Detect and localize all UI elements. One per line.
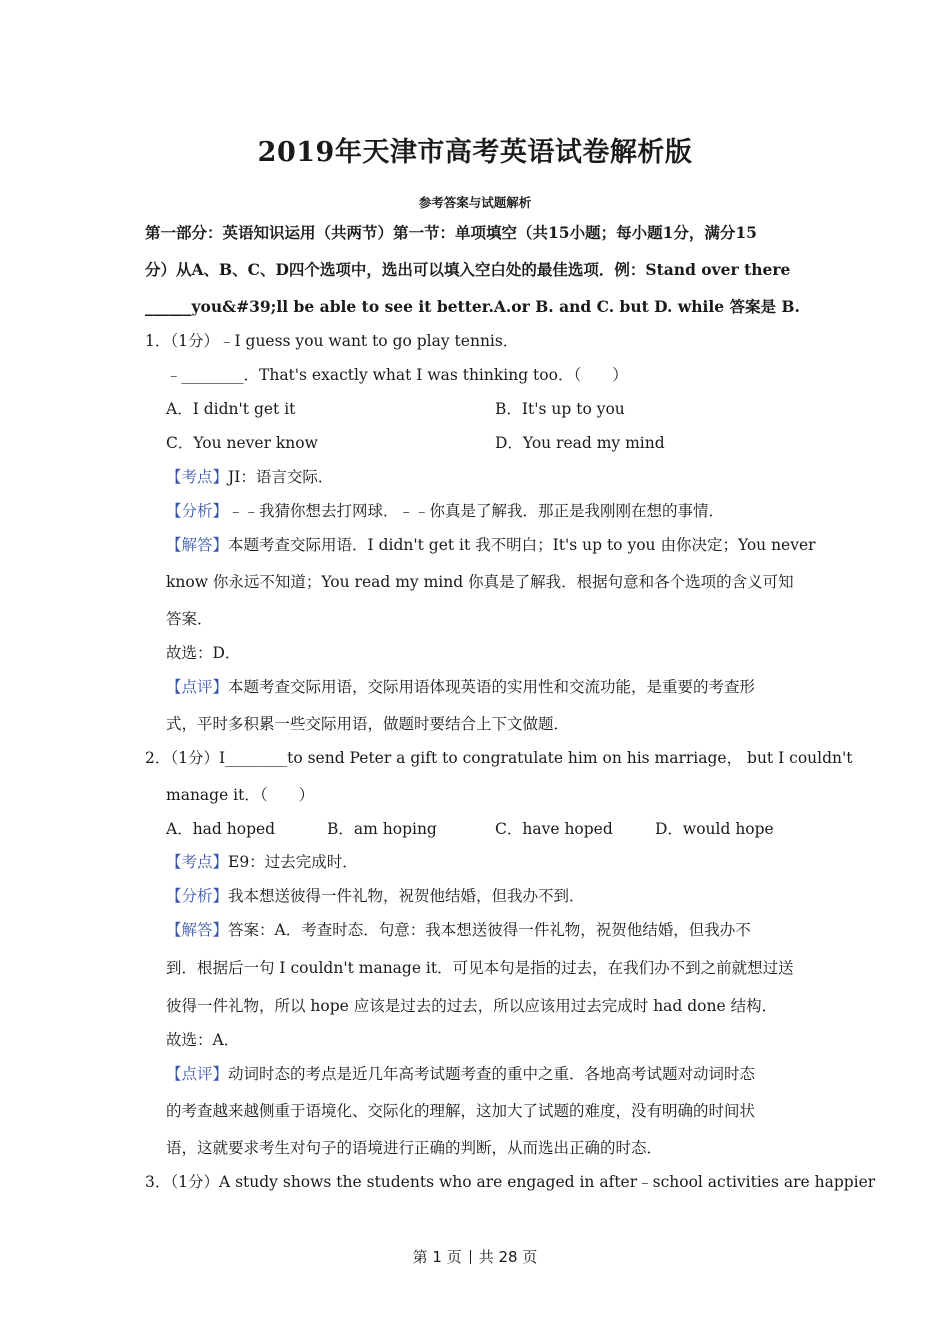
q2-jieda	[166, 920, 751, 940]
q1-answer: 故选：D．	[166, 644, 241, 662]
fenxi-tag: 【分析】	[166, 502, 229, 520]
q1-kaodian	[166, 467, 333, 487]
q2-option-b: B．am hoping	[327, 820, 437, 838]
section-intro-line-2: 分）从A、B、C、D四个选项中，选出可以填入空白处的最佳选项．例：Stand over there	[145, 260, 791, 279]
q2-option-d: D．would hope	[655, 820, 774, 838]
q1-fenxi	[166, 501, 724, 521]
q2-option-a: A．had hoped	[166, 820, 276, 838]
footer-divider	[470, 1250, 471, 1264]
dianping-tag: 【点评】	[166, 1065, 229, 1083]
q1-jieda-text-1: 本题考查交际用语．I didn't get it 我不明白；It's up to you 由你决定；You never	[228, 536, 816, 554]
q2-kaodian-text: E9：过去完成时．	[228, 853, 358, 871]
q2-dianping	[166, 1064, 755, 1084]
q2-jieda-text-1: 答案：A．考查时态．句意：我本想送彼得一件礼物，祝贺他结婚，但我办不	[228, 921, 751, 939]
q1-option-c: C．You never know	[166, 434, 318, 452]
section-intro-line-3: ______you&#39;ll be able to see it better.A.or B. and C. but D. while 答案是 B.	[145, 297, 800, 316]
q1-fenxi-text: ﹣﹣我猜你想去打网球．﹣﹣你真是了解我．那正是我刚刚在想的事情．	[228, 502, 725, 520]
q1-option-a: A．I didn't get it	[166, 400, 296, 418]
q1-stem-2: ﹣________．That's exactly what I was thinking too．（ ）	[166, 366, 628, 384]
q2-jieda-text-3: 彼得一件礼物，所以 hope 应该是过去的过去，所以应该用过去完成时 had done 结构．	[166, 997, 778, 1015]
q1-jieda-text-3: 答案．	[166, 610, 213, 628]
q1-stem: 1．（1分）﹣I guess you want to go play tennis．	[145, 332, 519, 350]
q2-dianping-text-2: 的考查越来越侧重于语境化、交际化的理解，这加大了试题的难度，没有明确的时间状	[166, 1102, 756, 1120]
fenxi-tag: 【分析】	[166, 887, 229, 905]
q2-dianping-text-3: 语，这就要求考生对句子的语境进行正确的判断，从而选出正确的时态．	[166, 1139, 663, 1157]
q1-jieda	[166, 535, 816, 555]
dianping-tag: 【点评】	[166, 678, 229, 696]
q2-fenxi	[166, 886, 585, 906]
q2-fenxi-text: 我本想送彼得一件礼物，祝贺他结婚，但我办不到．	[228, 887, 585, 905]
page-footer	[0, 1246, 950, 1267]
q2-option-c: C．have hoped	[495, 820, 613, 838]
q1-dianping	[166, 677, 755, 697]
q1-dianping-text-2: 式，平时多积累一些交际用语，做题时要结合上下文做题．	[166, 715, 570, 733]
q2-stem: 2．（1分）I________to send Peter a gift to congratulate him on his marriage， but I couldn't	[145, 749, 853, 767]
q1-jieda-text-2: know 你永远不知道；You read my mind 你真是了解我．根据句意和各个选项的含义可知	[166, 573, 794, 591]
q2-kaodian	[166, 852, 358, 872]
q1-option-d: D．You read my mind	[495, 434, 665, 452]
kaodian-tag: 【考点】	[166, 468, 229, 486]
section-intro-line-1: 第一部分：英语知识运用（共两节）第一节：单项填空（共15小题；每小题1分，满分15	[145, 223, 757, 242]
page-title: 2019年天津市高考英语试卷解析版	[257, 137, 693, 168]
jieda-tag: 【解答】	[166, 536, 229, 554]
page-subtitle: 参考答案与试题解析	[418, 195, 532, 210]
q2-dianping-text-1: 动词时态的考点是近几年高考试题考查的重中之重．各地高考试题对动词时态	[228, 1065, 756, 1083]
page-number: 第 1 页	[412, 1248, 462, 1266]
jieda-tag: 【解答】	[166, 921, 229, 939]
q3-stem: 3．（1分）A study shows the students who are engaged in after﹣school activities are happier	[145, 1173, 876, 1191]
q1-option-b: B．It's up to you	[495, 400, 625, 418]
kaodian-tag: 【考点】	[166, 853, 229, 871]
q1-dianping-text-1: 本题考查交际用语，交际用语体现英语的实用性和交流功能，是重要的考查形	[228, 678, 756, 696]
q2-jieda-text-2: 到．根据后一句 I couldn't manage it．可见本句是指的过去，在我们办不到之前就想过送	[166, 959, 794, 977]
q1-kaodian-text: JI：语言交际．	[228, 468, 334, 486]
q2-answer: 故选：A．	[166, 1031, 240, 1049]
q2-stem-2: manage it．（ ）	[166, 786, 315, 804]
page-total: 共 28 页	[478, 1248, 538, 1266]
